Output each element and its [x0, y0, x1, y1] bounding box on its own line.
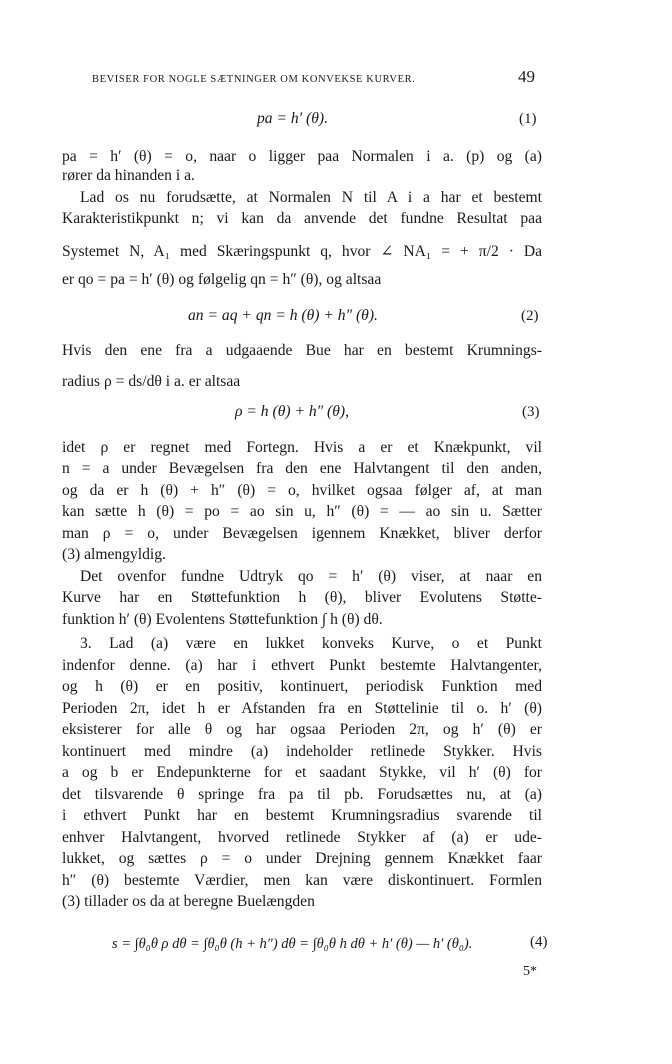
text-line: eksisterer for alle θ og har ogsaa Perioden 2π, og h′ (θ) er: [62, 721, 542, 738]
text-line: a og b er Endepunkterne for et saadant Stykke, vil h′ (θ) for: [62, 764, 542, 781]
equation-3-number: (3): [522, 404, 540, 420]
equation-3: ρ = h (θ) + h″ (θ),: [235, 403, 349, 420]
text-line: h″ (θ) bestemte Værdier, men kan være diskontinuert. Formlen: [62, 872, 542, 889]
text-line: man ρ = o, under Bevægelsen igennem Knækket, bliver derfor: [62, 525, 542, 542]
text-line: funktion h′ (θ) Evolentens Støttefunktion ∫ h (θ) dθ.: [62, 611, 383, 628]
text-line: er qo = pa = h′ (θ) og følgelig qn = h″ (θ), og altsaa: [62, 271, 382, 288]
text-line: (3) almengyldig.: [62, 546, 166, 563]
text-line: radius ρ = ds/dθ i a. er altsaa: [62, 373, 241, 390]
text-line: og da er h (θ) + h″ (θ) = o, hvilket ogsaa følger af, at man: [62, 482, 542, 499]
text-line: Hvis den ene fra a udgaaende Bue har en bestemt Krumnings-: [62, 342, 542, 359]
text-line: indenfor denne. (a) har i ethvert Punkt bestemte Halvtangenter,: [62, 657, 542, 674]
equation-1: pa = h′ (θ).: [257, 110, 328, 127]
text-line: Lad os nu forudsætte, at Normalen N til A i a har et bestemt: [80, 189, 542, 206]
text-line: lukket, og sættes ρ = o under Drejning gennem Knækket faar: [62, 850, 542, 867]
equation-1-number: (1): [519, 111, 537, 127]
text-line: kan sætte h (θ) = po = ao sin u, h″ (θ) = — ao sin u. Sætter: [62, 503, 542, 520]
text-line: rører da hinanden i a.: [62, 167, 195, 184]
equation-4-number: (4): [530, 934, 548, 950]
equation-4: s = ∫θ₀θ ρ dθ = ∫θ₀θ (h + h″) dθ = ∫θ₀θ h dθ + h′ (θ) — h′ (θ₀).: [112, 936, 473, 952]
text-line: Perioden 2π, idet h er Afstanden fra en Støttelinie til o. h′ (θ): [62, 700, 542, 717]
text-line: 3. Lad (a) være en lukket konveks Kurve, o et Punkt: [80, 635, 542, 652]
running-title: BEVISER FOR NOGLE SÆTNINGER OM KONVEKSE KURVER.: [92, 74, 416, 85]
text-line: Det ovenfor fundne Udtryk qo = h′ (θ) viser, at naar en: [80, 568, 542, 585]
equation-2: an = aq + qn = h (θ) + h″ (θ).: [188, 307, 378, 324]
text-line: enhver Halvtangent, hvorved retlinede Stykker af (a) er ude-: [62, 829, 542, 846]
text-line: i ethvert Punkt har en bestemt Krumningsradius svarende til: [62, 807, 542, 824]
text-line: kontinuert med mindre (a) indeholder retlinede Stykker. Hvis: [62, 743, 542, 760]
text-line: pa = h′ (θ) = o, naar o ligger paa Normalen i a. (p) og (a): [62, 148, 542, 165]
text-line: idet ρ er regnet med Fortegn. Hvis a er et Knækpunkt, vil: [62, 439, 542, 456]
signature-mark: 5*: [523, 964, 537, 979]
text-line: Karakteristikpunkt n; vi kan da anvende det fundne Resultat paa: [62, 210, 542, 227]
text-line: (3) tillader os da at beregne Buelængden: [62, 893, 315, 910]
text-line: det tilsvarende θ springe fra pa til pb. Forudsættes nu, at (a): [62, 786, 542, 803]
text-line: n = a under Bevægelsen fra den ene Halvtangent til den anden,: [62, 460, 542, 477]
equation-2-number: (2): [521, 308, 539, 324]
text-line: og h (θ) er en positiv, kontinuert, periodisk Funktion med: [62, 678, 542, 695]
page-number: 49: [518, 67, 535, 86]
text-line: Kurve har en Støttefunktion h (θ), bliver Evolutens Støtte-: [62, 589, 542, 606]
text-line: Systemet N, A₁ med Skæringspunkt q, hvor ∠ NA₁ = + π/2 · Da: [62, 243, 542, 260]
